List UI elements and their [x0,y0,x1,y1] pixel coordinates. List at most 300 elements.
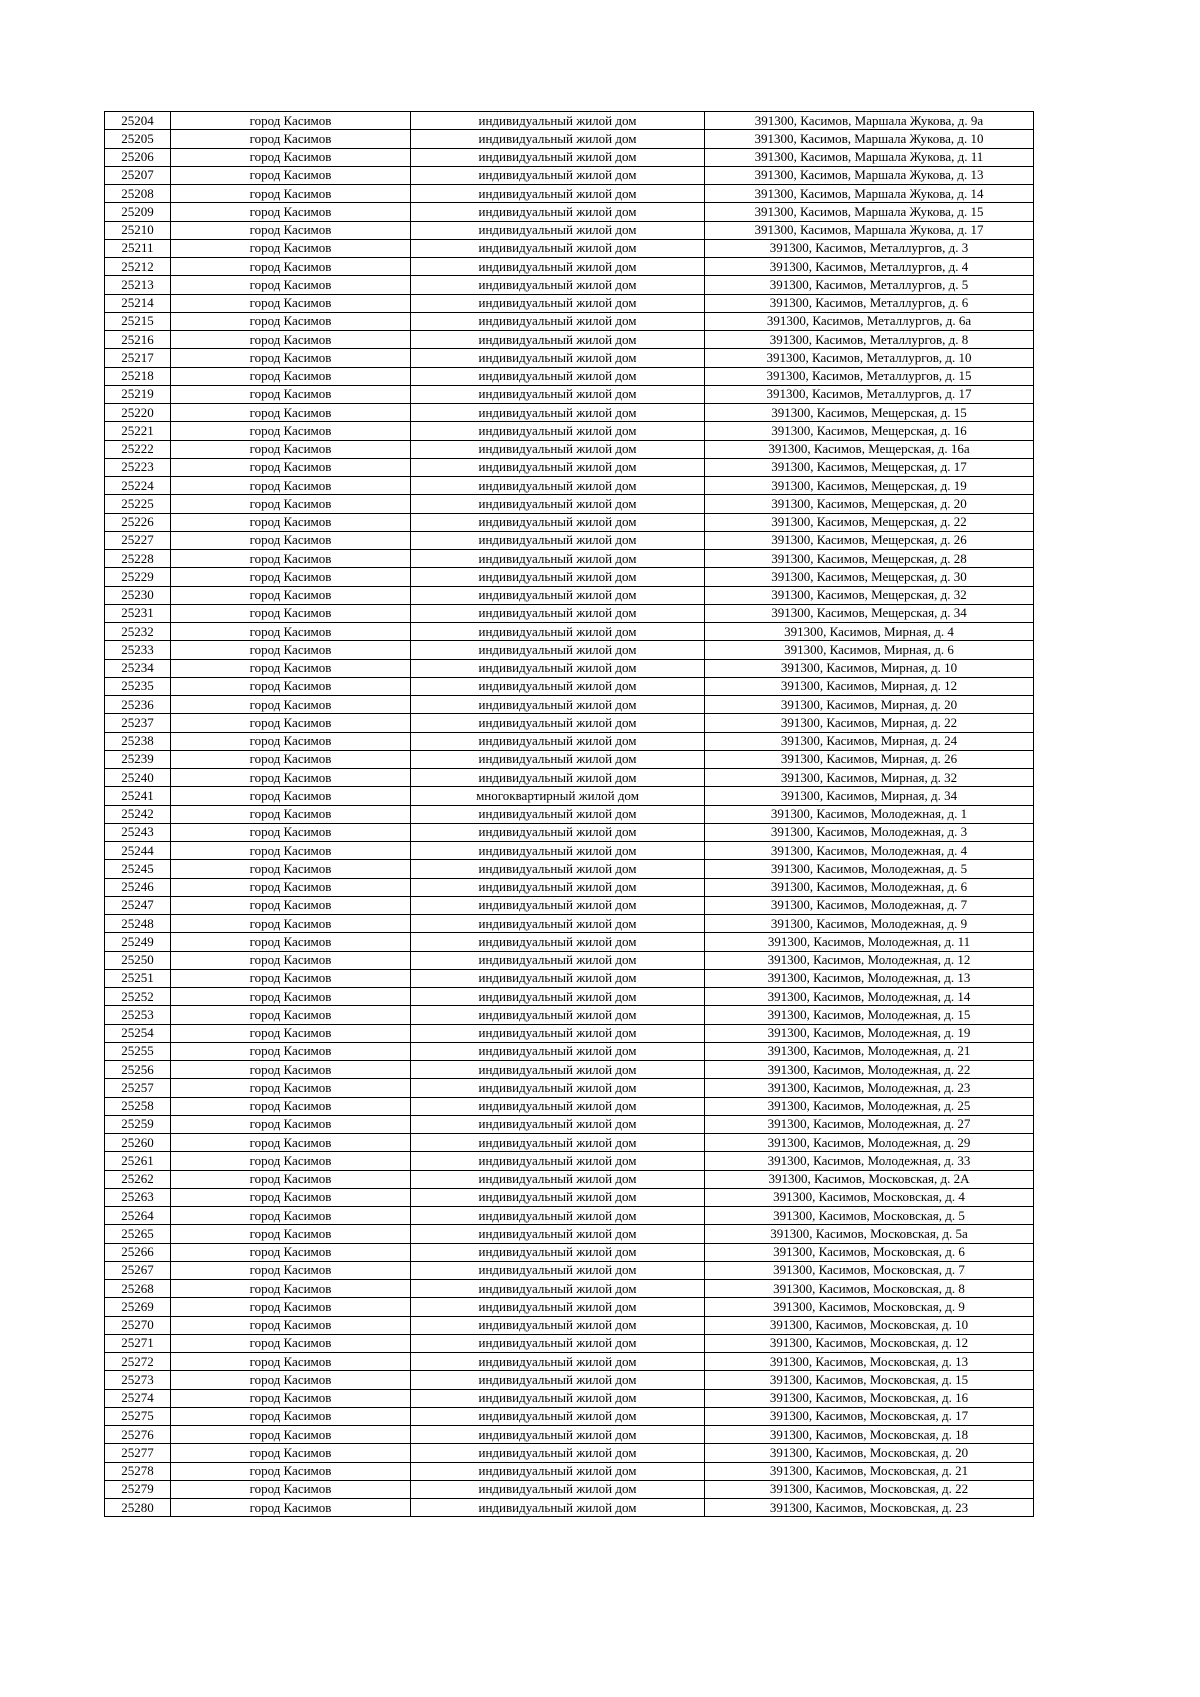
locality-cell: город Касимов [171,1024,411,1042]
table-row [105,1499,1034,1517]
building-type-cell: индивидуальный жилой дом [411,714,705,732]
building-type-cell: индивидуальный жилой дом [411,842,705,860]
building-type-cell: многоквартирный жилой дом [411,787,705,805]
building-type-cell: индивидуальный жилой дом [411,276,705,294]
address-cell: 391300, Касимов, Мещерская, д. 28 [705,550,1034,568]
address-cell: 391300, Касимов, Молодежная, д. 7 [705,896,1034,914]
row-number-cell: 25222 [105,440,171,458]
locality-cell: город Касимов [171,842,411,860]
address-cell: 391300, Касимов, Молодежная, д. 3 [705,823,1034,841]
building-type-cell: индивидуальный жилой дом [411,878,705,896]
building-type-cell: индивидуальный жилой дом [411,367,705,385]
locality-cell: город Касимов [171,203,411,221]
address-cell: 391300, Касимов, Молодежная, д. 19 [705,1024,1034,1042]
address-cell: 391300, Касимов, Московская, д. 13 [705,1353,1034,1371]
row-number-cell: 25259 [105,1115,171,1133]
row-number-cell: 25274 [105,1389,171,1407]
building-type-cell: индивидуальный жилой дом [411,312,705,330]
table-row [105,349,1034,367]
row-number-cell: 25245 [105,860,171,878]
locality-cell: город Касимов [171,112,411,130]
table-row [105,477,1034,495]
address-cell: 391300, Касимов, Московская, д. 8 [705,1280,1034,1298]
locality-cell: город Касимов [171,1261,411,1279]
locality-cell: город Касимов [171,604,411,622]
row-number-cell: 25270 [105,1316,171,1334]
table-row [105,659,1034,677]
row-number-cell: 25230 [105,586,171,604]
row-number-cell: 25209 [105,203,171,221]
table-row [105,203,1034,221]
table-row [105,933,1034,951]
table-row [105,787,1034,805]
table-row [105,148,1034,166]
address-cell: 391300, Касимов, Московская, д. 5 [705,1207,1034,1225]
row-number-cell: 25252 [105,988,171,1006]
address-cell: 391300, Касимов, Металлургов, д. 10 [705,349,1034,367]
table-row [105,1389,1034,1407]
building-type-cell: индивидуальный жилой дом [411,1480,705,1498]
address-cell: 391300, Касимов, Московская, д. 10 [705,1316,1034,1334]
locality-cell: город Касимов [171,294,411,312]
building-type-cell: индивидуальный жилой дом [411,495,705,513]
locality-cell: город Касимов [171,714,411,732]
row-number-cell: 25215 [105,312,171,330]
table-row [105,1462,1034,1480]
address-cell: 391300, Касимов, Маршала Жукова, д. 14 [705,185,1034,203]
building-type-cell: индивидуальный жилой дом [411,1261,705,1279]
building-type-cell: индивидуальный жилой дом [411,477,705,495]
table-row [105,294,1034,312]
building-type-cell: индивидуальный жилой дом [411,1316,705,1334]
building-type-cell: индивидуальный жилой дом [411,294,705,312]
row-number-cell: 25219 [105,385,171,403]
row-number-cell: 25232 [105,623,171,641]
table-row [105,495,1034,513]
locality-cell: город Касимов [171,130,411,148]
building-type-cell: индивидуальный жилой дом [411,805,705,823]
row-number-cell: 25268 [105,1280,171,1298]
row-number-cell: 25239 [105,750,171,768]
building-type-cell: индивидуальный жилой дом [411,550,705,568]
row-number-cell: 25266 [105,1243,171,1261]
table-row [105,276,1034,294]
building-type-cell: индивидуальный жилой дом [411,604,705,622]
row-number-cell: 25236 [105,696,171,714]
table-row [105,1480,1034,1498]
locality-cell: город Касимов [171,1079,411,1097]
table-row [105,185,1034,203]
locality-cell: город Касимов [171,623,411,641]
row-number-cell: 25207 [105,166,171,184]
address-cell: 391300, Касимов, Мещерская, д. 15 [705,404,1034,422]
table-row [105,422,1034,440]
address-cell: 391300, Касимов, Металлургов, д. 4 [705,258,1034,276]
table-row [105,641,1034,659]
row-number-cell: 25211 [105,239,171,257]
row-number-cell: 25251 [105,969,171,987]
building-type-cell: индивидуальный жилой дом [411,1462,705,1480]
locality-cell: город Касимов [171,258,411,276]
table-row [105,458,1034,476]
building-type-cell: индивидуальный жилой дом [411,1006,705,1024]
locality-cell: город Касимов [171,239,411,257]
row-number-cell: 25257 [105,1079,171,1097]
table-row [105,1280,1034,1298]
address-cell: 391300, Касимов, Мещерская, д. 26 [705,531,1034,549]
locality-cell: город Касимов [171,312,411,330]
address-cell: 391300, Касимов, Молодежная, д. 29 [705,1134,1034,1152]
building-type-cell: индивидуальный жилой дом [411,915,705,933]
table-row [105,951,1034,969]
table-row [105,513,1034,531]
table-row [105,568,1034,586]
table-row [105,531,1034,549]
building-type-cell: индивидуальный жилой дом [411,221,705,239]
address-cell: 391300, Касимов, Московская, д. 12 [705,1334,1034,1352]
address-cell: 391300, Касимов, Металлургов, д. 6 [705,294,1034,312]
row-number-cell: 25247 [105,896,171,914]
building-type-cell: индивидуальный жилой дом [411,331,705,349]
address-cell: 391300, Касимов, Московская, д. 7 [705,1261,1034,1279]
locality-cell: город Касимов [171,440,411,458]
address-cell: 391300, Касимов, Молодежная, д. 14 [705,988,1034,1006]
address-cell: 391300, Касимов, Мещерская, д. 16а [705,440,1034,458]
table-row [105,714,1034,732]
building-type-cell: индивидуальный жилой дом [411,148,705,166]
address-cell: 391300, Касимов, Мещерская, д. 19 [705,477,1034,495]
table-row [105,969,1034,987]
row-number-cell: 25260 [105,1134,171,1152]
address-cell: 391300, Касимов, Маршала Жукова, д. 9а [705,112,1034,130]
row-number-cell: 25206 [105,148,171,166]
building-type-cell: индивидуальный жилой дом [411,750,705,768]
locality-cell: город Касимов [171,1462,411,1480]
locality-cell: город Касимов [171,1097,411,1115]
table-row [105,331,1034,349]
locality-cell: город Касимов [171,769,411,787]
address-cell: 391300, Касимов, Московская, д. 6 [705,1243,1034,1261]
locality-cell: город Касимов [171,787,411,805]
row-number-cell: 25279 [105,1480,171,1498]
address-cell: 391300, Касимов, Мещерская, д. 22 [705,513,1034,531]
building-type-cell: индивидуальный жилой дом [411,203,705,221]
building-type-cell: индивидуальный жилой дом [411,112,705,130]
building-type-cell: индивидуальный жилой дом [411,951,705,969]
row-number-cell: 25241 [105,787,171,805]
row-number-cell: 25277 [105,1444,171,1462]
building-type-cell: индивидуальный жилой дом [411,769,705,787]
locality-cell: город Касимов [171,221,411,239]
row-number-cell: 25264 [105,1207,171,1225]
row-number-cell: 25272 [105,1353,171,1371]
address-cell: 391300, Касимов, Мирная, д. 4 [705,623,1034,641]
row-number-cell: 25261 [105,1152,171,1170]
locality-cell: город Касимов [171,732,411,750]
address-cell: 391300, Касимов, Металлургов, д. 15 [705,367,1034,385]
table-row [105,1115,1034,1133]
address-cell: 391300, Касимов, Мещерская, д. 34 [705,604,1034,622]
locality-cell: город Касимов [171,185,411,203]
building-type-cell: индивидуальный жилой дом [411,586,705,604]
address-cell: 391300, Касимов, Московская, д. 4 [705,1188,1034,1206]
row-number-cell: 25210 [105,221,171,239]
table-row [105,878,1034,896]
address-cell: 391300, Касимов, Московская, д. 23 [705,1499,1034,1517]
address-cell: 391300, Касимов, Мирная, д. 34 [705,787,1034,805]
locality-cell: город Касимов [171,1042,411,1060]
row-number-cell: 25235 [105,677,171,695]
building-type-cell: индивидуальный жилой дом [411,349,705,367]
locality-cell: город Касимов [171,1334,411,1352]
locality-cell: город Касимов [171,1298,411,1316]
locality-cell: город Касимов [171,1207,411,1225]
row-number-cell: 25242 [105,805,171,823]
address-cell: 391300, Касимов, Мирная, д. 12 [705,677,1034,695]
table-row [105,677,1034,695]
table-row [105,258,1034,276]
row-number-cell: 25226 [105,513,171,531]
table-row [105,312,1034,330]
address-cell: 391300, Касимов, Мирная, д. 6 [705,641,1034,659]
address-cell: 391300, Касимов, Московская, д. 16 [705,1389,1034,1407]
row-number-cell: 25255 [105,1042,171,1060]
building-type-cell: индивидуальный жилой дом [411,1499,705,1517]
building-type-cell: индивидуальный жилой дом [411,696,705,714]
building-type-cell: индивидуальный жилой дом [411,513,705,531]
address-cell: 391300, Касимов, Московская, д. 21 [705,1462,1034,1480]
address-cell: 391300, Касимов, Мещерская, д. 20 [705,495,1034,513]
table-row [105,239,1034,257]
table-row [105,823,1034,841]
locality-cell: город Касимов [171,477,411,495]
table-row [105,1006,1034,1024]
building-type-cell: индивидуальный жилой дом [411,641,705,659]
row-number-cell: 25234 [105,659,171,677]
building-type-cell: индивидуальный жилой дом [411,1134,705,1152]
building-type-cell: индивидуальный жилой дом [411,1298,705,1316]
locality-cell: город Касимов [171,1134,411,1152]
row-number-cell: 25265 [105,1225,171,1243]
address-cell: 391300, Касимов, Молодежная, д. 25 [705,1097,1034,1115]
locality-cell: город Касимов [171,896,411,914]
row-number-cell: 25228 [105,550,171,568]
locality-cell: город Касимов [171,1115,411,1133]
row-number-cell: 25220 [105,404,171,422]
locality-cell: город Касимов [171,1426,411,1444]
address-cell: 391300, Касимов, Молодежная, д. 15 [705,1006,1034,1024]
table-row [105,1444,1034,1462]
row-number-cell: 25280 [105,1499,171,1517]
table-row [105,221,1034,239]
building-type-cell: индивидуальный жилой дом [411,422,705,440]
address-cell: 391300, Касимов, Московская, д. 18 [705,1426,1034,1444]
table-row [105,1079,1034,1097]
address-cell: 391300, Касимов, Молодежная, д. 11 [705,933,1034,951]
table-row [105,1188,1034,1206]
building-type-cell: индивидуальный жилой дом [411,1061,705,1079]
address-cell: 391300, Касимов, Металлургов, д. 3 [705,239,1034,257]
address-cell: 391300, Касимов, Московская, д. 22 [705,1480,1034,1498]
address-cell: 391300, Касимов, Мещерская, д. 32 [705,586,1034,604]
table-row [105,805,1034,823]
row-number-cell: 25256 [105,1061,171,1079]
locality-cell: город Касимов [171,750,411,768]
table-row [105,385,1034,403]
locality-cell: город Касимов [171,988,411,1006]
locality-cell: город Касимов [171,823,411,841]
table-row [105,112,1034,130]
table-row [105,404,1034,422]
row-number-cell: 25262 [105,1170,171,1188]
locality-cell: город Касимов [171,148,411,166]
address-cell: 391300, Касимов, Металлургов, д. 6а [705,312,1034,330]
building-type-cell: индивидуальный жилой дом [411,1042,705,1060]
table-row [105,1371,1034,1389]
building-type-cell: индивидуальный жилой дом [411,677,705,695]
address-cell: 391300, Касимов, Мирная, д. 32 [705,769,1034,787]
row-number-cell: 25267 [105,1261,171,1279]
table-row [105,1353,1034,1371]
address-cell: 391300, Касимов, Молодежная, д. 6 [705,878,1034,896]
locality-cell: город Касимов [171,531,411,549]
address-cell: 391300, Касимов, Молодежная, д. 21 [705,1042,1034,1060]
row-number-cell: 25243 [105,823,171,841]
locality-cell: город Касимов [171,568,411,586]
address-cell: 391300, Касимов, Мирная, д. 22 [705,714,1034,732]
table-row [105,623,1034,641]
row-number-cell: 25237 [105,714,171,732]
building-type-cell: индивидуальный жилой дом [411,130,705,148]
row-number-cell: 25238 [105,732,171,750]
row-number-cell: 25248 [105,915,171,933]
row-number-cell: 25231 [105,604,171,622]
table-row [105,1061,1034,1079]
building-type-cell: индивидуальный жилой дом [411,1079,705,1097]
table-row [105,550,1034,568]
address-cell: 391300, Касимов, Маршала Жукова, д. 17 [705,221,1034,239]
row-number-cell: 25273 [105,1371,171,1389]
locality-cell: город Касимов [171,1170,411,1188]
address-cell: 391300, Касимов, Молодежная, д. 13 [705,969,1034,987]
row-number-cell: 25216 [105,331,171,349]
address-cell: 391300, Касимов, Молодежная, д. 27 [705,1115,1034,1133]
locality-cell: город Касимов [171,805,411,823]
building-type-cell: индивидуальный жилой дом [411,1152,705,1170]
locality-cell: город Касимов [171,550,411,568]
building-type-cell: индивидуальный жилой дом [411,896,705,914]
row-number-cell: 25204 [105,112,171,130]
table-row [105,440,1034,458]
building-type-cell: индивидуальный жилой дом [411,1371,705,1389]
building-type-cell: индивидуальный жилой дом [411,933,705,951]
table-row [105,1225,1034,1243]
building-type-cell: индивидуальный жилой дом [411,1426,705,1444]
building-type-cell: индивидуальный жилой дом [411,1243,705,1261]
table-row [105,1243,1034,1261]
locality-cell: город Касимов [171,1353,411,1371]
address-cell: 391300, Касимов, Московская, д. 5а [705,1225,1034,1243]
locality-cell: город Касимов [171,659,411,677]
table-row [105,1426,1034,1444]
locality-cell: город Касимов [171,915,411,933]
row-number-cell: 25212 [105,258,171,276]
building-type-cell: индивидуальный жилой дом [411,1115,705,1133]
table-row [105,130,1034,148]
building-type-cell: индивидуальный жилой дом [411,458,705,476]
table-body [105,112,1034,1517]
building-type-cell: индивидуальный жилой дом [411,659,705,677]
address-cell: 391300, Касимов, Московская, д. 2А [705,1170,1034,1188]
locality-cell: город Касимов [171,495,411,513]
table-row [105,367,1034,385]
building-type-cell: индивидуальный жилой дом [411,860,705,878]
building-type-cell: индивидуальный жилой дом [411,732,705,750]
row-number-cell: 25205 [105,130,171,148]
address-cell: 391300, Касимов, Московская, д. 20 [705,1444,1034,1462]
row-number-cell: 25253 [105,1006,171,1024]
row-number-cell: 25224 [105,477,171,495]
building-type-cell: индивидуальный жилой дом [411,166,705,184]
locality-cell: город Касимов [171,1243,411,1261]
locality-cell: город Касимов [171,969,411,987]
building-type-cell: индивидуальный жилой дом [411,404,705,422]
row-number-cell: 25213 [105,276,171,294]
row-number-cell: 25275 [105,1407,171,1425]
table-row [105,1097,1034,1115]
locality-cell: город Касимов [171,641,411,659]
locality-cell: город Касимов [171,1499,411,1517]
row-number-cell: 25254 [105,1024,171,1042]
table-row [105,860,1034,878]
address-cell: 391300, Касимов, Молодежная, д. 33 [705,1152,1034,1170]
locality-cell: город Касимов [171,1444,411,1462]
building-type-cell: индивидуальный жилой дом [411,1170,705,1188]
row-number-cell: 25249 [105,933,171,951]
locality-cell: город Касимов [171,1407,411,1425]
building-type-cell: индивидуальный жилой дом [411,258,705,276]
locality-cell: город Касимов [171,404,411,422]
building-type-cell: индивидуальный жилой дом [411,1097,705,1115]
table-row [105,1261,1034,1279]
locality-cell: город Касимов [171,1316,411,1334]
row-number-cell: 25278 [105,1462,171,1480]
locality-cell: город Касимов [171,1280,411,1298]
row-number-cell: 25250 [105,951,171,969]
table-row [105,1024,1034,1042]
table-row [105,1298,1034,1316]
table-row [105,842,1034,860]
address-cell: 391300, Касимов, Мирная, д. 20 [705,696,1034,714]
address-cell: 391300, Касимов, Маршала Жукова, д. 11 [705,148,1034,166]
table-row [105,586,1034,604]
building-type-cell: индивидуальный жилой дом [411,1334,705,1352]
address-cell: 391300, Касимов, Маршала Жукова, д. 13 [705,166,1034,184]
building-type-cell: индивидуальный жилой дом [411,185,705,203]
address-cell: 391300, Касимов, Металлургов, д. 17 [705,385,1034,403]
locality-cell: город Касимов [171,951,411,969]
table-row [105,750,1034,768]
table-row [105,896,1034,914]
locality-cell: город Касимов [171,860,411,878]
locality-cell: город Касимов [171,422,411,440]
locality-cell: город Касимов [171,1188,411,1206]
locality-cell: город Касимов [171,367,411,385]
locality-cell: город Касимов [171,1225,411,1243]
building-type-cell: индивидуальный жилой дом [411,568,705,586]
row-number-cell: 25269 [105,1298,171,1316]
row-number-cell: 25218 [105,367,171,385]
